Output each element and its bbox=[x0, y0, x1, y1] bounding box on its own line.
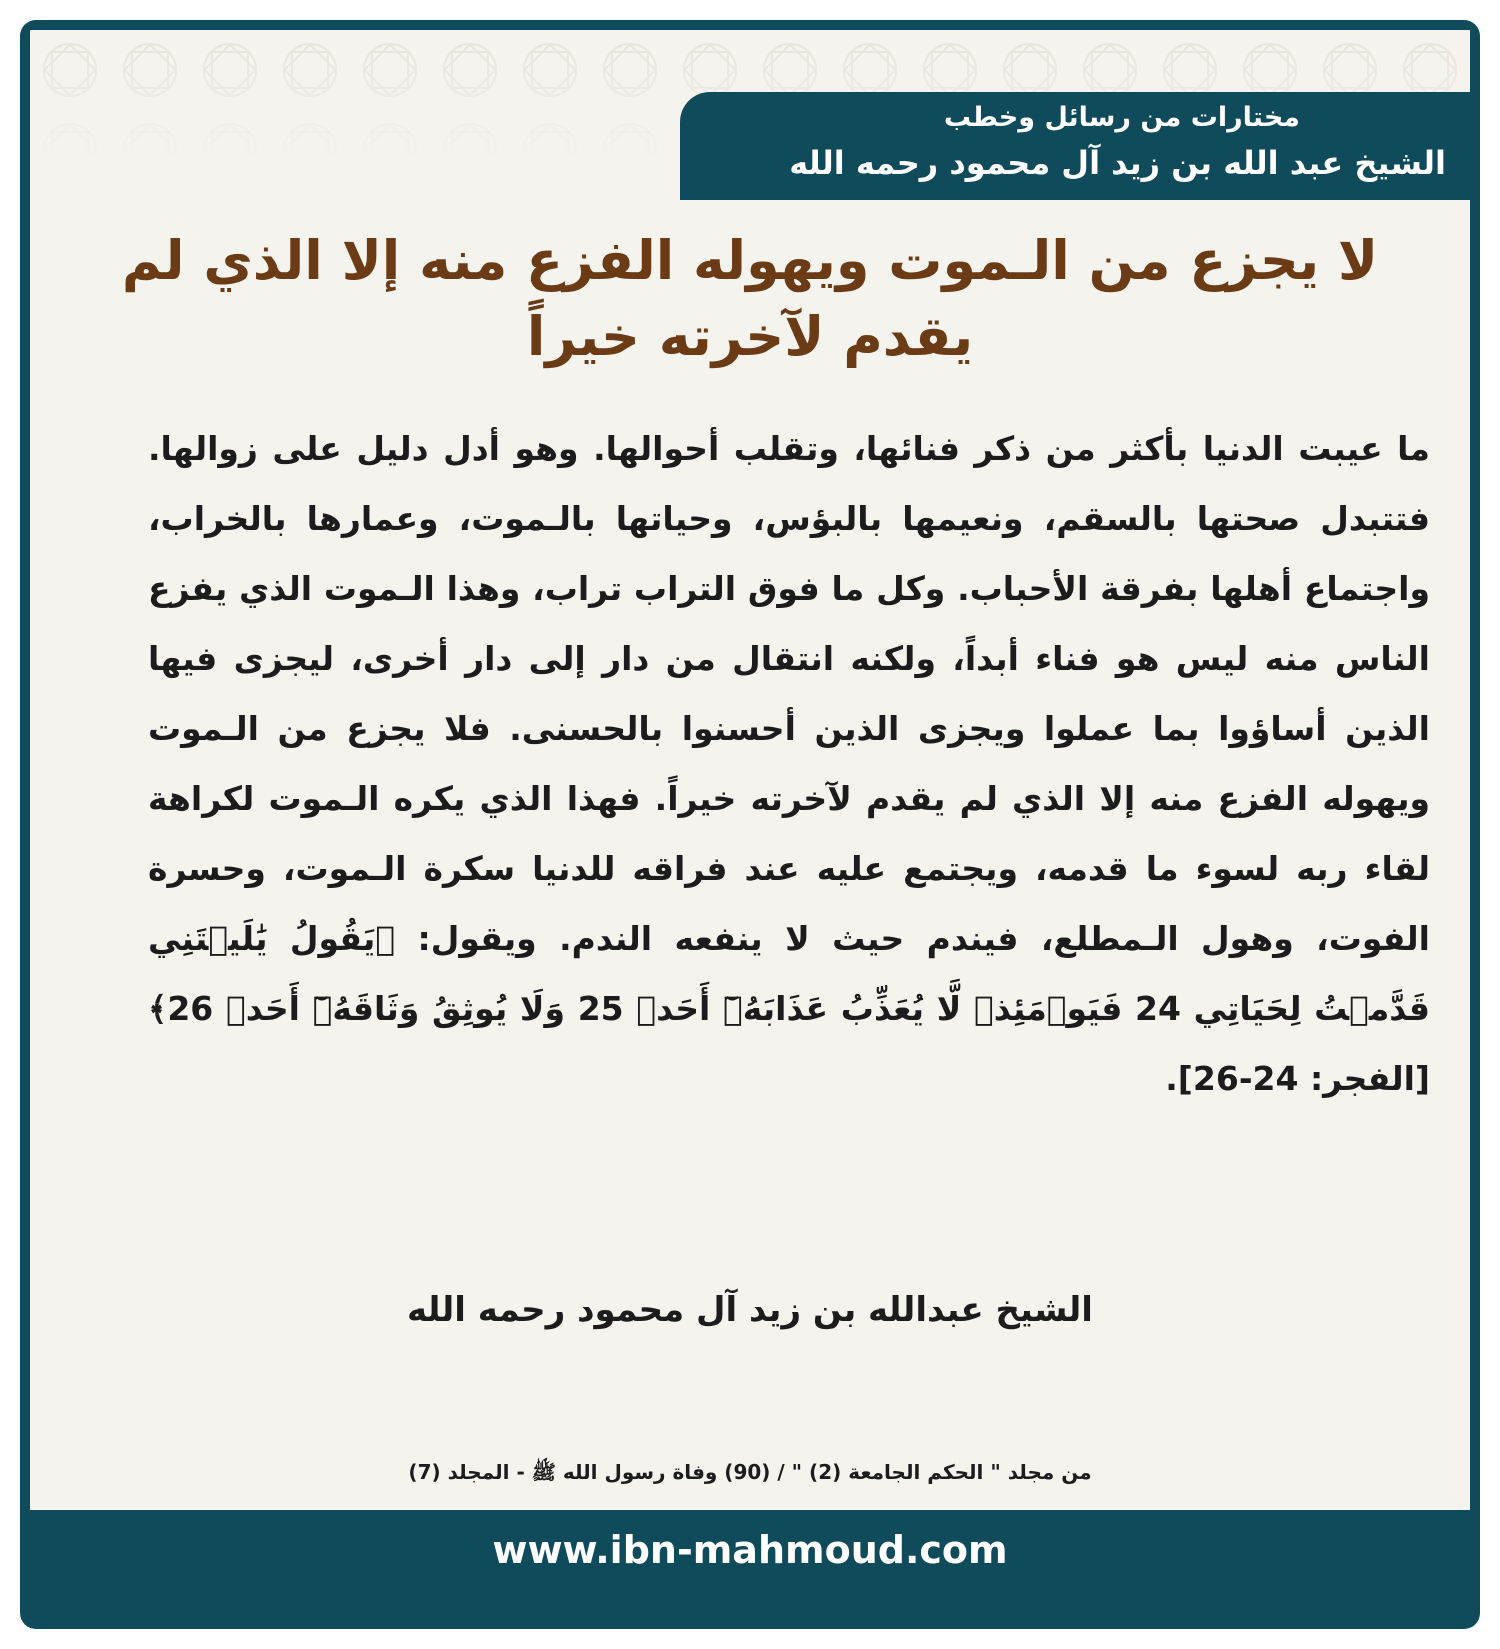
website-link[interactable]: www.ibn-mahmoud.com bbox=[492, 1528, 1008, 1572]
header-banner bbox=[680, 92, 1470, 200]
page-frame bbox=[20, 20, 1480, 1629]
article-body: ما عيبت الدنيا بأكثر من ذكر فنائها، وتقلب أحوالها. وهو أدل دليل على زوالها. فتتبدل صحتها بالسقم، ونعيمها بالبؤس، وحياتها بالـموت، وعمارها بالخراب، واجتماع أهلها بفرقة الأحباب. وكل ما فوق التراب تراب، وهذا الـموت الذي يفزع الناس منه ليس هو فناء أبداً، ولكنه انتقال من دار إلى دار أخرى، ليجزى فيها الذين أساؤوا بما عملوا ويجزى الذين أحسنوا بالحسنى. فلا يجزع من الـموت ويهوله الفزع منه إلا الذي لم يقدم لآخرته خيراً. فهذا الذي يكره الـموت لكراهة لقاء ربه لسوء ما قدمه، ويجتمع عليه عند فراقه للدنيا سكرة الـموت، وحسرة الفوت، وهول الـمطلع، فيندم حيث لا ينفعه الندم. ويقول: ﴿يَقُولُ يَٰلَيۡتَنِي قَدَّمۡتُ لِحَيَاتِي 24 فَيَوۡمَئِذٖ لَّا يُعَذِّبُ عَذَابَهُۥٓ أَحَدٞ 25 وَلَا يُوثِقُ وَثَاقَهُۥٓ أَحَدٞ 26﴾ [الفجر: 24-26]. bbox=[148, 429, 1430, 1098]
author-title: الشيخ عبد الله بن زيد آل محمود رحمه الله bbox=[789, 144, 1446, 182]
source-citation: من مجلد " الحكم الجامعة (2) " / (90) وفاة رسول الله ﷺ - المجلد (7) bbox=[408, 1460, 1092, 1484]
author-signature: الشيخ عبدالله بن زيد آل محمود رحمه الله bbox=[407, 1290, 1093, 1330]
content-panel bbox=[30, 30, 1470, 1510]
article-title: لا يجزع من الـموت ويهوله الفزع منه إلا الذي لم يقدم لآخرته خيراً bbox=[121, 229, 1379, 368]
series-title: مختارات من رسائل وخطب bbox=[943, 102, 1300, 133]
